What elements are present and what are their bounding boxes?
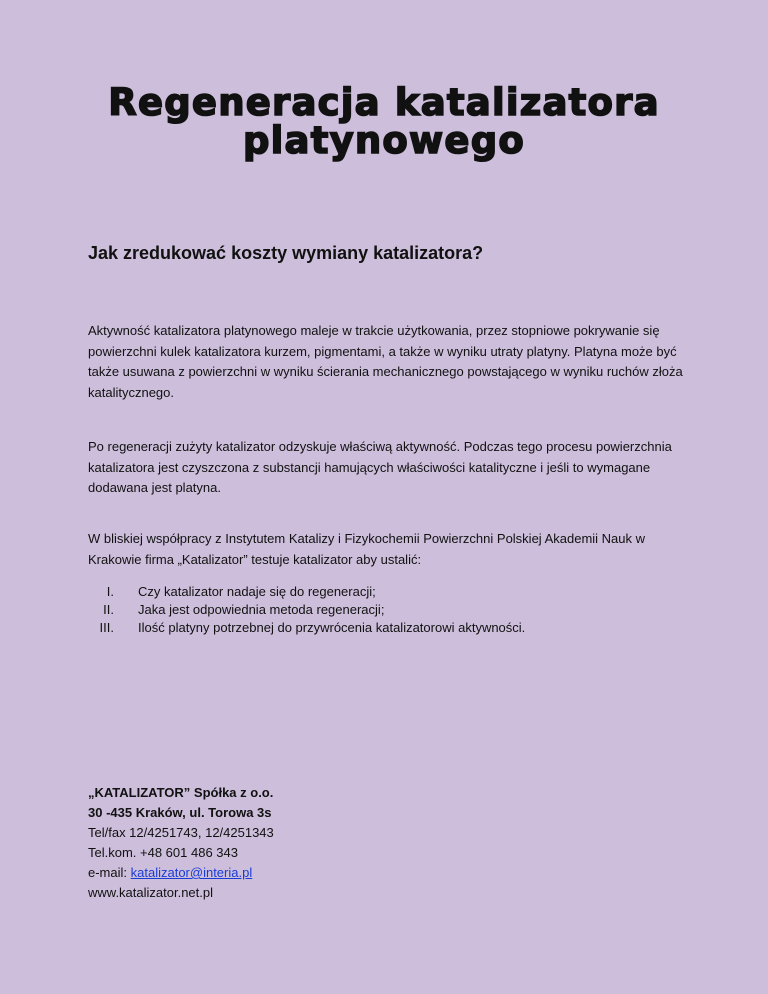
website: www.katalizator.net.pl (88, 885, 214, 900)
mobile-phone: Tel.kom. +48 601 486 343 (88, 845, 238, 860)
list-item (88, 583, 688, 601)
paragraph-activity-loss: Aktywność katalizatora platynowego maleje w trakcie użytkowania, przez stopniowe pokrywanie się powierzchni kulek katalizatora kurzem, pigmentami, a także w wyniku utraty platyny. Platyna może być także usuwana z powierzchni w wyniku ścierania mechanicznego powstającego w wyniku ruchów złoża katalitycznego. (88, 323, 683, 400)
phone-fax: Tel/fax 12/4251743, 12/4251343 (88, 825, 274, 840)
list-item (88, 619, 688, 637)
email-link[interactable]: katalizator@interia.pl (130, 865, 253, 880)
list-item-text: Ilość platyny potrzebnej do przywrócenia katalizatorowi aktywności. (138, 620, 526, 635)
email-line (88, 863, 274, 883)
section-heading: Jak zredukować koszty wymiany katalizatora? (88, 243, 484, 263)
paragraph-regeneration: Po regeneracji zużyty katalizator odzyskuje właściwą aktywność. Podczas tego procesu powierzchnia katalizatora jest czyszczona z substancji hamujących właściwości katalityczne i jeśli to wymagane dodawana jest platyna. (88, 439, 672, 495)
company-name: „KATALIZATOR” Spółka z o.o. (88, 785, 274, 800)
list-item-text: Czy katalizator nadaje się do regeneracji; (138, 584, 376, 599)
list-item-text: Jaka jest odpowiednia metoda regeneracji; (138, 602, 385, 617)
email-label: e-mail: (88, 865, 131, 880)
list-item-number: I. (106, 584, 114, 599)
list-item-number: III. (99, 620, 114, 635)
list-item-number: II. (103, 602, 114, 617)
test-criteria-list (88, 583, 688, 637)
company-address: 30 -435 Kraków, ul. Torowa 3s (88, 805, 272, 820)
list-item (88, 601, 688, 619)
paragraph-cooperation: W bliskiej współpracy z Instytutem Katalizy i Fizykochemii Powierzchni Polskiej Akademii Nauk w Krakowie firma „Katalizator” testuje katalizator aby ustalić: (88, 531, 646, 567)
title-line-1: Regeneracja katalizatora (108, 81, 660, 124)
title-line-2: platynowego (242, 119, 526, 162)
page-title (0, 81, 768, 162)
contact-block (88, 783, 274, 903)
